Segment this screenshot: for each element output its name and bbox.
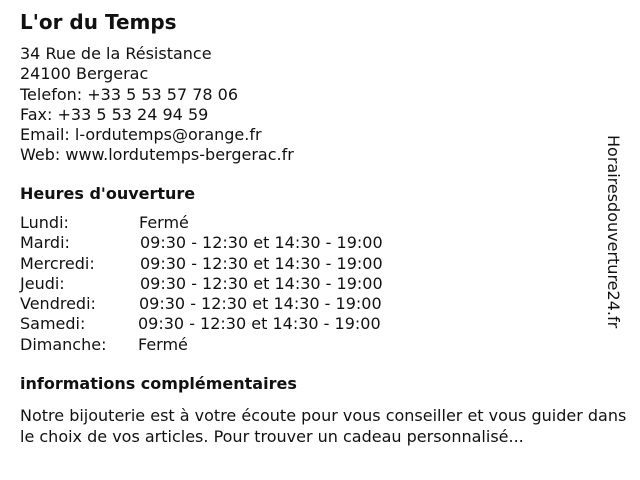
info-heading: informations complémentaires bbox=[20, 374, 297, 393]
phone-number: Telefon: +33 5 53 57 78 06 bbox=[20, 84, 239, 104]
day-hours: 09:30 - 12:30 et 14:30 - 19:00 bbox=[140, 273, 383, 293]
address-city: 24100 Bergerac bbox=[20, 64, 149, 84]
contact-block bbox=[20, 44, 294, 166]
page-title: L'or du Temps bbox=[20, 10, 177, 34]
day-label: Lundi: bbox=[20, 213, 69, 232]
description-text: Notre bijouterie est à votre écoute pour vous conseiller et vous guider dans le choix de vos articles. Pour trouver un cadeau personnalisé... bbox=[20, 406, 627, 446]
day-hours: Fermé bbox=[139, 213, 189, 232]
day-label: Jeudi: bbox=[20, 273, 65, 293]
day-hours: 09:30 - 12:30 et 14:30 - 19:00 bbox=[138, 314, 381, 334]
day-hours: 09:30 - 12:30 et 14:30 - 19:00 bbox=[139, 294, 382, 314]
fax-number: Fax: +33 5 53 24 94 59 bbox=[20, 104, 209, 124]
address-street: 34 Rue de la Résistance bbox=[20, 44, 212, 63]
day-hours: 09:30 - 12:30 et 14:30 - 19:00 bbox=[140, 233, 383, 253]
day-label: Mardi: bbox=[20, 233, 70, 253]
day-label: Mercredi: bbox=[20, 253, 95, 273]
day-label: Samedi: bbox=[20, 314, 86, 334]
email-address: Email: l-ordutemps@orange.fr bbox=[20, 125, 262, 145]
day-hours: 09:30 - 12:30 et 14:30 - 19:00 bbox=[140, 253, 383, 273]
day-label: Dimanche: bbox=[20, 334, 107, 354]
site-watermark: Horairesdouverture24.fr bbox=[604, 135, 623, 329]
hours-heading: Heures d'ouverture bbox=[20, 184, 196, 203]
day-label: Vendredi: bbox=[20, 294, 96, 314]
day-hours: Fermé bbox=[138, 334, 188, 354]
website-url: Web: www.lordutemps-bergerac.fr bbox=[20, 145, 294, 165]
